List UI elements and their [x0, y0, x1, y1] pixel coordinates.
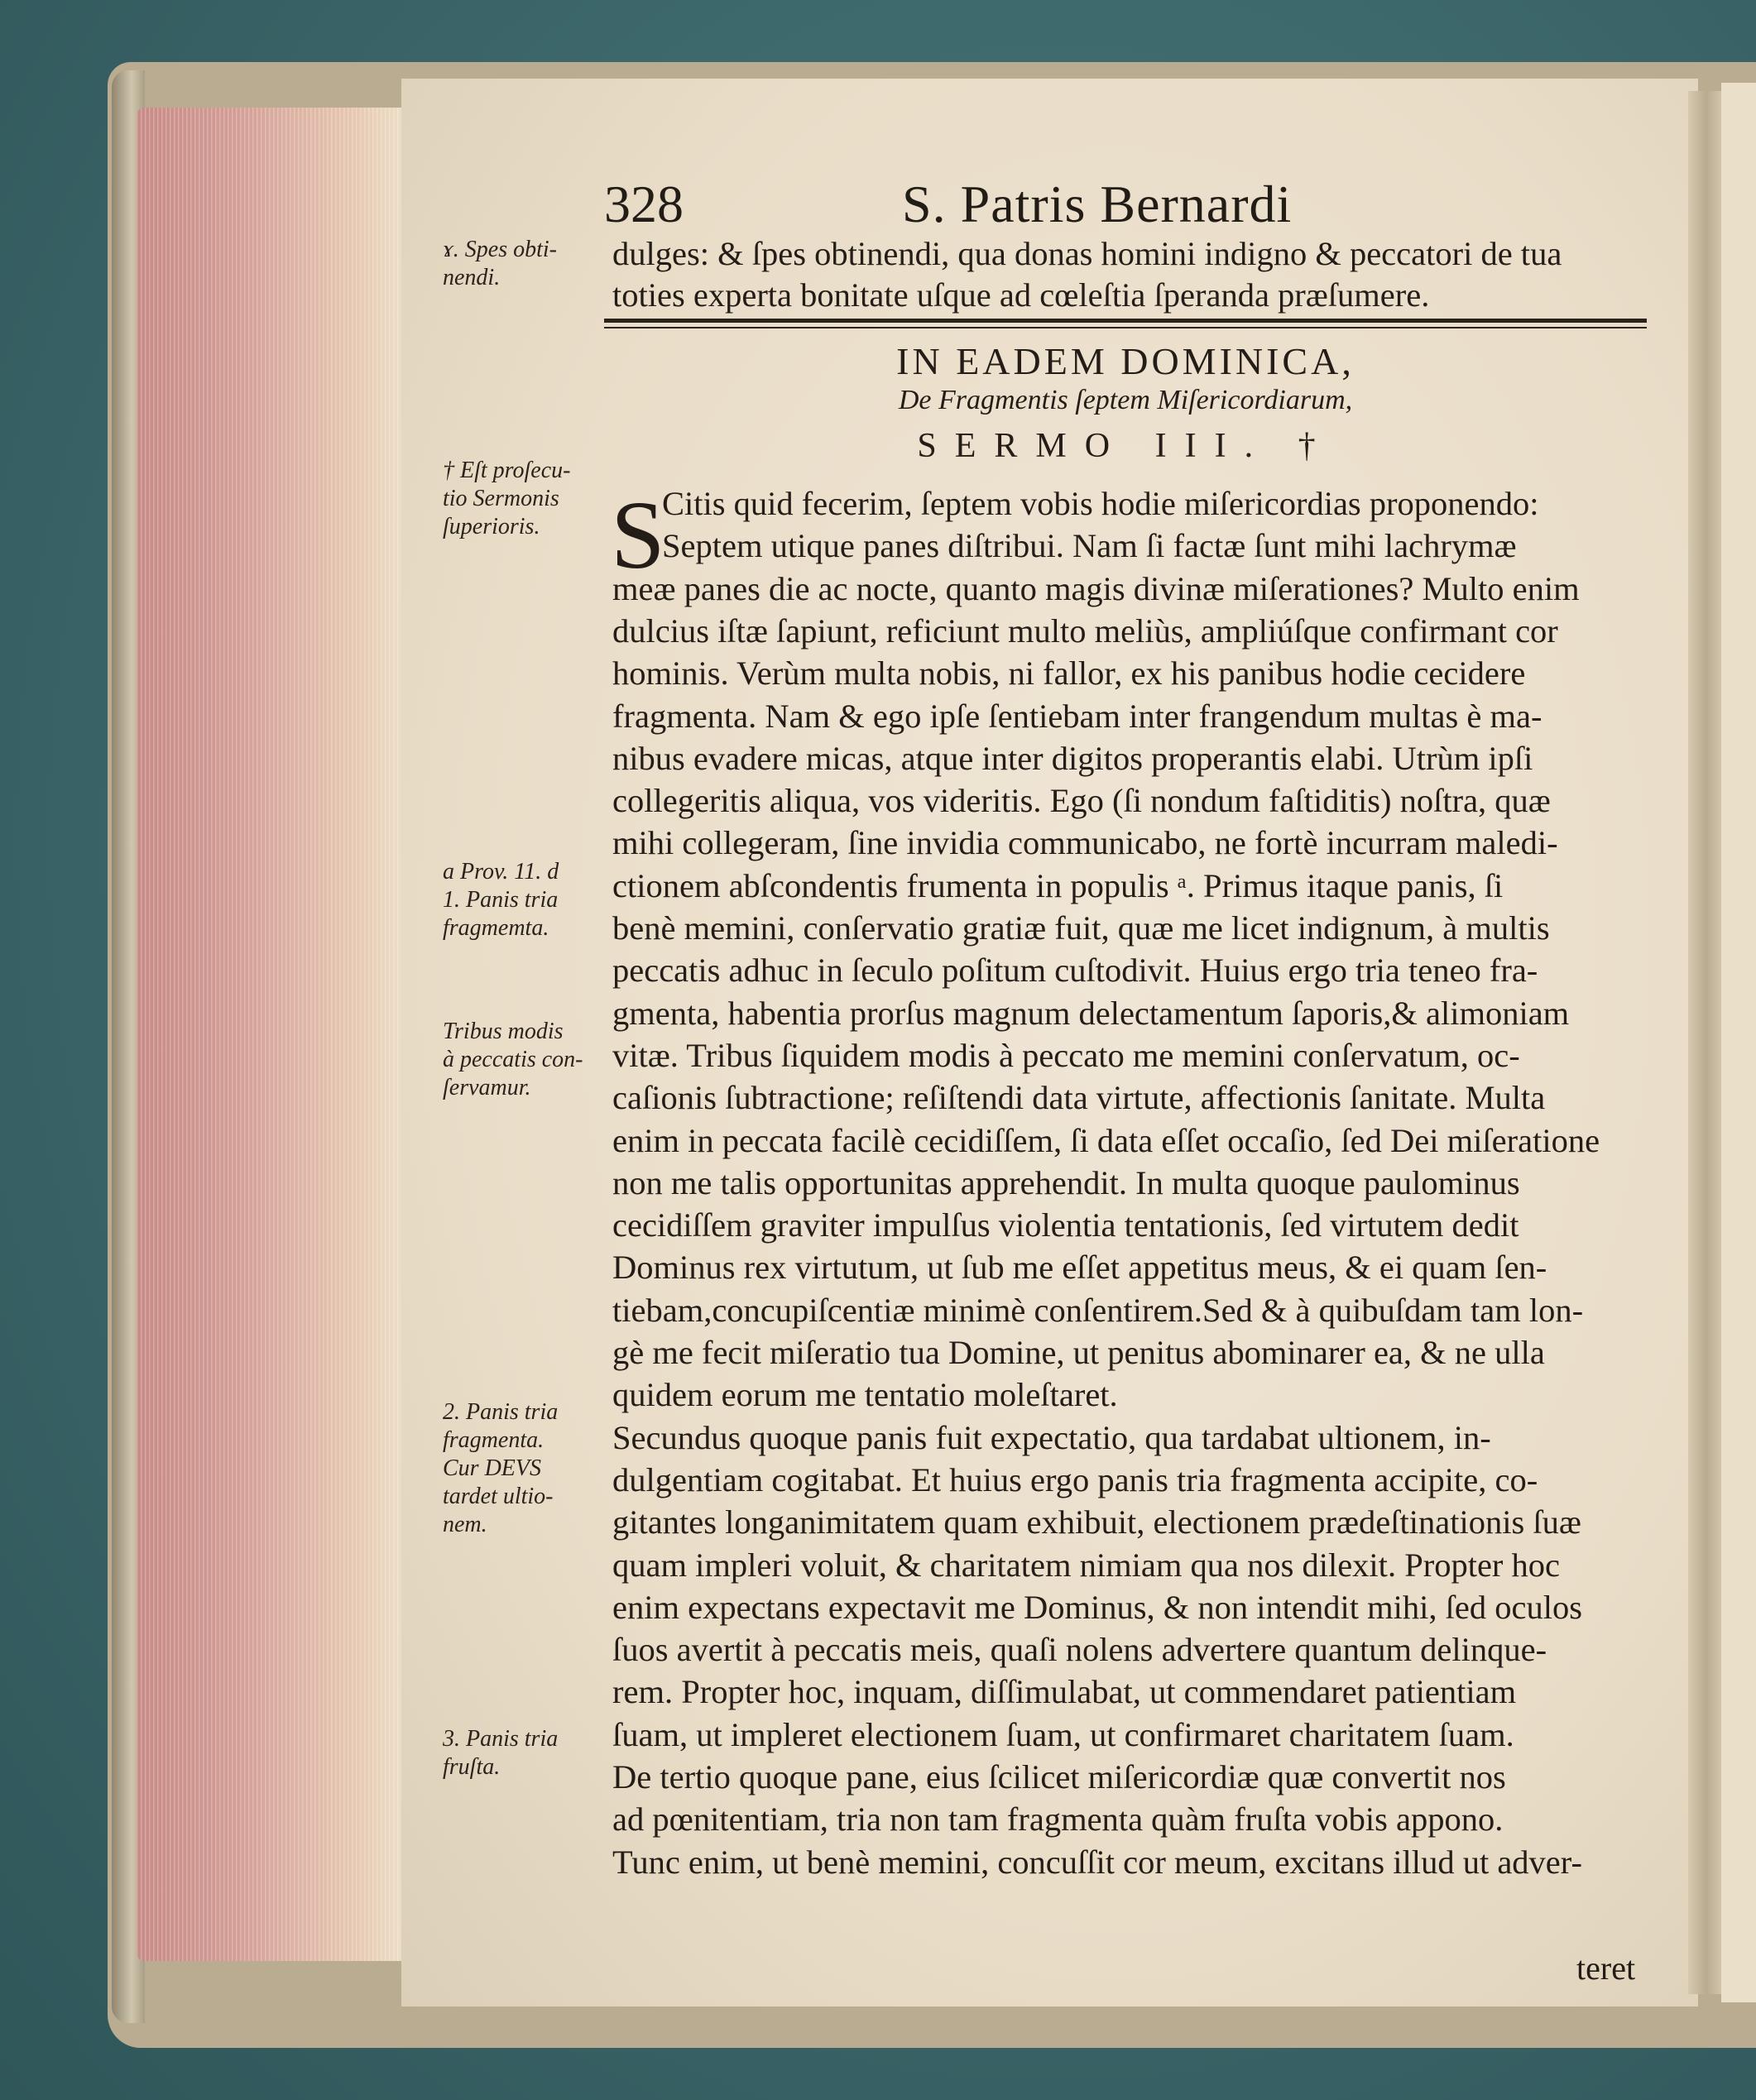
header-rule-thin	[604, 327, 1647, 328]
body-line: Septem utique panes diſtribui. Nam ſi factæ ſunt mihi lachrymæ	[662, 527, 1517, 565]
body-line: quam impleri voluit, & charitatem nimiam qua nos dilexit. Propter hoc	[612, 1546, 1561, 1584]
header-rule	[604, 319, 1647, 323]
body-line: hominis. Verùm multa nobis, ni fallor, ex his panibus hodie cecidere	[612, 654, 1526, 693]
body-line: cecidiſſem graviter impulſus violentia tentationis, ſed virtutem dedit	[612, 1206, 1519, 1244]
facing-page	[1721, 83, 1756, 2002]
body-line: mihi collegeram, ſine invidia communicabo, ne fortè incurram maledi-	[612, 824, 1558, 862]
margin-note: a Prov. 11. d 1. Panis tria fragmemta.	[443, 859, 559, 941]
body-line: dulcius iſtæ ſapiunt, reficiunt multo meliùs, ampliúſque confirmant cor	[612, 611, 1558, 650]
margin-note: † Eſt proſecu- tio Sermonis ſuperioris.	[443, 458, 571, 539]
body-line: Secundus quoque panis fuit expectatio, qua tardabat ultionem, in-	[612, 1418, 1491, 1456]
catchword: teret	[1576, 1949, 1636, 1987]
body-line: benè memini, conſervatio gratiæ fuit, quæ me licet indignum, à multis	[612, 909, 1550, 947]
body-line: ctionem abſcondentis frumenta in populis ᵃ. Primus itaque panis, ſi	[612, 866, 1504, 904]
body-line: non me talis opportunitas apprehendit. In multa quoque paulominus	[612, 1163, 1520, 1201]
body-line: gitantes longanimitatem quam exhibuit, electionem prædeſtinationis ſuæ	[612, 1503, 1581, 1541]
body-line: rem. Propter hoc, inquam, diſſimulabat, ut commendaret patientiam	[612, 1673, 1517, 1711]
body-line: Tunc enim, ut benè memini, concuſſit cor meum, excitans illud ut adver-	[612, 1843, 1582, 1881]
section-subtitle: De Fragmentis ſeptem Miſericordiarum,	[898, 385, 1353, 415]
margin-note: 3. Panis tria fruſta.	[443, 1726, 559, 1780]
drop-cap: S	[611, 481, 665, 589]
margin-note: ɤ. Spes obti- nendi.	[443, 237, 557, 290]
body-line: dulgentiam cogitabat. Et huius ergo panis tria fragmenta accipite, co-	[612, 1460, 1538, 1498]
body-line: enim in peccata facilè cecidiſſem, ſi data eſſet occaſio, ſed Dei miſeratione	[612, 1121, 1600, 1159]
body-line: nibus evadere micas, atque inter digitos properantis elabi. Utrùm ipſi	[612, 739, 1533, 777]
body-line: fragmenta. Nam & ego ipſe ſentiebam inter frangendum multas è ma-	[612, 697, 1542, 735]
page-number: 328	[604, 175, 684, 233]
body-line: meæ panes die ac nocte, quanto magis divinæ miſerationes? Multo enim	[612, 569, 1580, 607]
body-line: gmenta, habentia prorſus magnum delectamentum ſaporis,& alimoniam	[612, 994, 1570, 1032]
body-line: peccatis adhuc in ſeculo poſitum cuſtodivit. Huius ergo tria teneo fra-	[612, 952, 1538, 990]
body-line: vitæ. Tribus ſiquidem modis à peccato me memini conſervatum, oc-	[612, 1036, 1520, 1074]
sermon-number: SERMO III. †	[917, 427, 1334, 465]
body-line: ſuos avertit à peccatis meis, quaſi nolens advertere quantum delinque-	[612, 1631, 1547, 1669]
body-line: quidem eorum me tentatio moleſtaret.	[612, 1376, 1118, 1414]
body-line: caſionis ſubtractione; reſiſtendi data virtute, affectionis ſanitate. Multa	[612, 1079, 1546, 1117]
body-line: gè me fecit miſeratio tua Domine, ut penitus abominarer ea, & ne ulla	[612, 1334, 1545, 1371]
body-line: enim expectans expectavit me Dominus, & non intendit mihi, ſed oculos	[612, 1588, 1583, 1626]
section-title: IN EADEM DOMINICA,	[896, 340, 1355, 382]
running-title: S. Patris Bernardi	[902, 175, 1293, 233]
body-line: ad pœnitentiam, tria non tam fragmenta quàm fruſta vobis appono.	[612, 1800, 1504, 1839]
margin-note: Tribus modis à peccatis con- ſervamur.	[443, 1019, 583, 1100]
top-line: toties experta bonitate uſque ad cœleſtia ſperanda præſumere.	[612, 276, 1430, 314]
body-line: Citis quid fecerim, ſeptem vobis hodie miſericordias proponendo:	[662, 485, 1539, 522]
body-line: collegeritis aliqua, vos videritis. Ego (ſi nondum faſtiditis) noſtra, quæ	[612, 782, 1551, 820]
top-line: dulges: & ſpes obtinendi, qua donas homini indigno & peccatori de tua	[612, 235, 1562, 272]
body-line: tiebam,concupiſcentiæ minimè conſentirem.Sed & à quibuſdam tam lon-	[612, 1291, 1584, 1329]
body-line: ſuam, ut impleret electionem ſuam, ut confirmaret charitatem ſuam.	[612, 1715, 1514, 1753]
body-line: De tertio quoque pane, eius ſcilicet miſericordiæ quæ convertit nos	[612, 1758, 1506, 1796]
margin-note: 2. Panis tria fragmenta. Cur DEVS tardet ultio- nem.	[443, 1399, 559, 1537]
body-line: Dominus rex virtutum, ut ſub me eſſet appetitus meus, & ei quam ſen-	[612, 1249, 1547, 1287]
page-edges	[137, 108, 410, 1961]
